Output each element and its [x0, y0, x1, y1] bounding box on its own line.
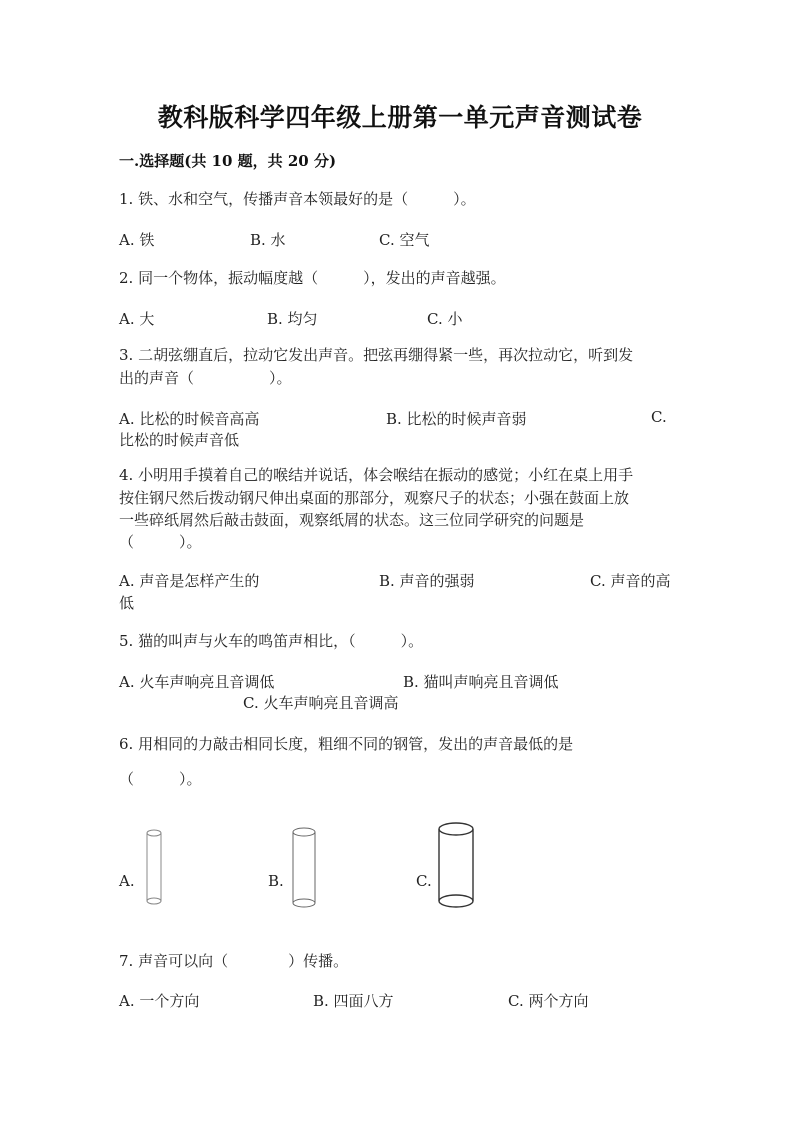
question-4-option-c-wrap: 低 [119, 594, 135, 612]
question-4-stem-line-1: 4. 小明用手摸着自己的喉结并说话，体会喉结在振动的感觉；小红在桌上用手 [119, 466, 634, 484]
question-5-stem: 5. 猫的叫声与火车的鸣笛声相比，（ ）。 [119, 632, 424, 650]
question-1-option-a: A. 铁 [119, 231, 155, 249]
question-6-option-a: A. [119, 872, 135, 890]
question-4-stem-line-3: 一些碎纸屑然后敲击鼓面，观察纸屑的状态。这三位同学研究的问题是 [119, 511, 585, 529]
question-6-stem-line-2: （ ）。 [119, 770, 202, 788]
question-6-option-b: B. [268, 872, 284, 890]
question-2-option-a: A. 大 [119, 310, 155, 328]
question-3-option-b: B. 比松的时候声音弱 [386, 410, 527, 428]
question-7-option-a: A. 一个方向 [119, 992, 200, 1010]
question-4-option-a: A. 声音是怎样产生的 [119, 572, 260, 590]
question-1-option-b: B. 水 [250, 231, 286, 249]
question-1-stem: 1. 铁、水和空气，传播声音本领最好的是（ ）。 [119, 190, 476, 208]
question-6-option-c: C. [416, 872, 432, 890]
question-4-stem-line-2: 按住钢尺然后拨动钢尺伸出桌面的那部分，观察尺子的状态；小强在鼓面上放 [119, 489, 630, 507]
question-1-option-c: C. 空气 [379, 231, 430, 249]
question-4-option-b: B. 声音的强弱 [379, 572, 475, 590]
question-2-stem: 2. 同一个物体，振动幅度越（ ），发出的声音越强。 [119, 269, 506, 287]
question-4-option-c: C. 声音的高 [590, 572, 671, 590]
question-3-option-c-marker: C. [651, 408, 667, 426]
question-5-option-b: B. 猫叫声响亮且音调低 [403, 673, 559, 691]
question-4-stem-line-4: （ ）。 [119, 533, 202, 551]
thin-pipe-image [143, 828, 165, 908]
question-3-stem-line-2: 出的声音（ ）。 [119, 369, 292, 387]
medium-pipe-image [289, 826, 319, 910]
question-3-option-a: A. 比松的时候音高高 [119, 410, 260, 428]
question-7-option-c: C. 两个方向 [508, 992, 589, 1010]
exam-title: 教科版科学四年级上册第一单元声音测试卷 [157, 103, 643, 132]
question-7-stem: 7. 声音可以向（ ）传播。 [119, 952, 349, 970]
question-7-option-b: B. 四面八方 [313, 992, 394, 1010]
question-2-option-c: C. 小 [427, 310, 463, 328]
question-6-stem-line-1: 6. 用相同的力敲击相同长度，粗细不同的钢管，发出的声音最低的是 [119, 735, 574, 753]
thick-pipe-image [436, 821, 476, 911]
question-2-option-b: B. 均匀 [267, 310, 318, 328]
question-3-stem-line-1: 3. 二胡弦绷直后，拉动它发出声音。把弦再绷得紧一些，再次拉动它，听到发 [119, 346, 634, 364]
question-5-option-a: A. 火车声响亮且音调低 [119, 673, 275, 691]
question-5-option-c: C. 火车声响亮且音调高 [243, 694, 399, 712]
question-3-option-c-text: 比松的时候声音低 [119, 431, 240, 449]
section-heading: 一.选择题(共 10 题，共 20 分) [119, 152, 337, 170]
